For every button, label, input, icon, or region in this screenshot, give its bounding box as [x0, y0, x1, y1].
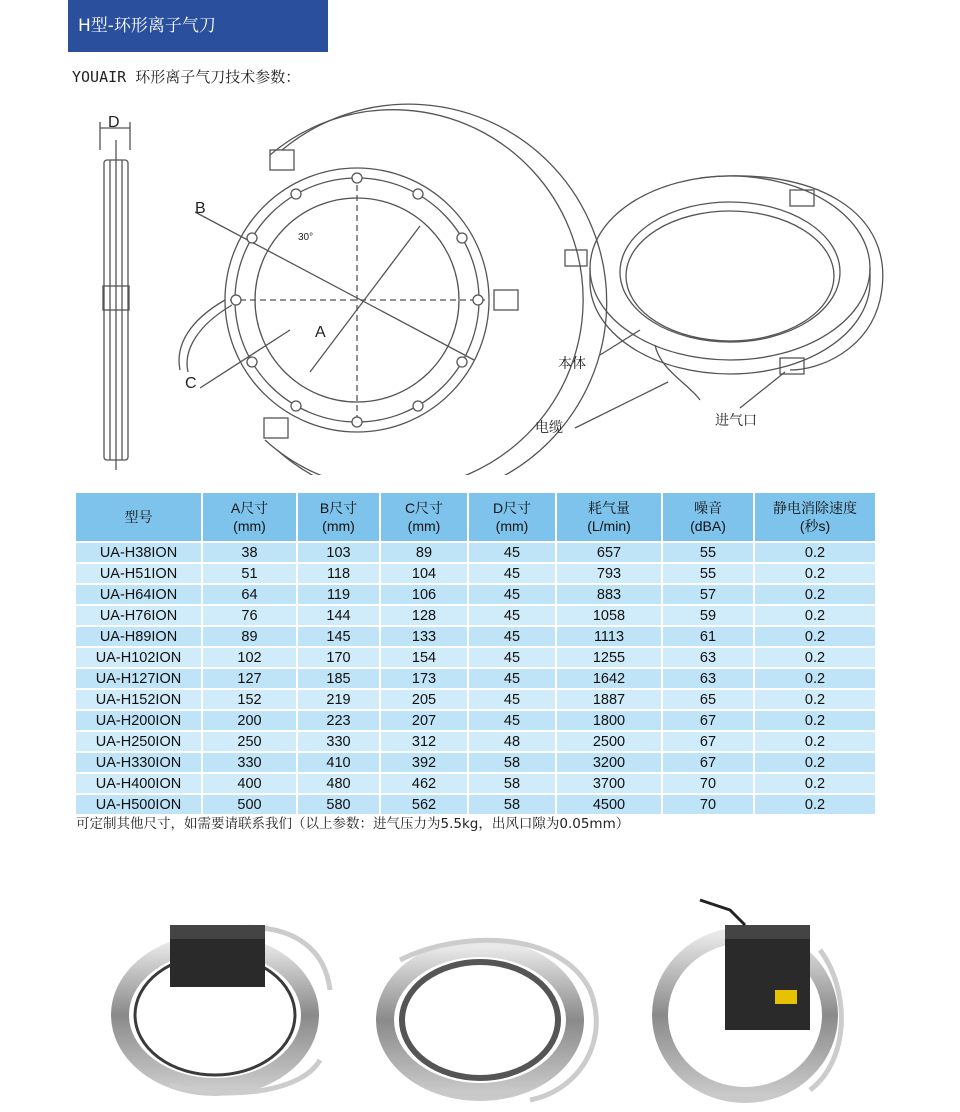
value-cell: 0.2	[754, 731, 876, 752]
value-cell: 170	[297, 647, 380, 668]
spec-table	[74, 491, 877, 816]
spec-table-header	[75, 492, 876, 542]
table-row	[75, 731, 876, 752]
product-photo-3	[660, 900, 841, 1095]
table-row	[75, 668, 876, 689]
model-cell: UA-H89ION	[75, 626, 202, 647]
value-cell: 128	[380, 605, 468, 626]
value-cell: 3200	[556, 752, 662, 773]
value-cell: 657	[556, 542, 662, 563]
value-cell: 0.2	[754, 773, 876, 794]
value-cell: 59	[662, 605, 754, 626]
value-cell: 3700	[556, 773, 662, 794]
col-header: 噪音 (dBA)	[662, 492, 754, 542]
value-cell: 70	[662, 794, 754, 815]
value-cell: 48	[468, 731, 556, 752]
value-cell: 67	[662, 731, 754, 752]
value-cell: 200	[202, 710, 297, 731]
value-cell: 0.2	[754, 647, 876, 668]
model-cell: UA-H200ION	[75, 710, 202, 731]
value-cell: 0.2	[754, 542, 876, 563]
value-cell: 173	[380, 668, 468, 689]
value-cell: 223	[297, 710, 380, 731]
value-cell: 106	[380, 584, 468, 605]
table-row	[75, 605, 876, 626]
model-cell: UA-H64ION	[75, 584, 202, 605]
table-row	[75, 647, 876, 668]
table-row	[75, 563, 876, 584]
model-cell: UA-H51ION	[75, 563, 202, 584]
value-cell: 462	[380, 773, 468, 794]
value-cell: 45	[468, 689, 556, 710]
value-cell: 104	[380, 563, 468, 584]
value-cell: 883	[556, 584, 662, 605]
value-cell: 76	[202, 605, 297, 626]
value-cell: 0.2	[754, 563, 876, 584]
value-cell: 0.2	[754, 584, 876, 605]
table-row	[75, 542, 876, 563]
model-cell: UA-H127ION	[75, 668, 202, 689]
value-cell: 580	[297, 794, 380, 815]
model-cell: UA-H76ION	[75, 605, 202, 626]
col-header: B尺寸 (mm)	[297, 492, 380, 542]
product-photo-1	[120, 925, 330, 1093]
value-cell: 58	[468, 794, 556, 815]
value-cell: 58	[468, 773, 556, 794]
table-row	[75, 752, 876, 773]
value-cell: 0.2	[754, 794, 876, 815]
dim-b-label: B	[195, 200, 206, 217]
value-cell: 0.2	[754, 710, 876, 731]
col-header: 静电消除速度 (秒s)	[754, 492, 876, 542]
value-cell: 0.2	[754, 605, 876, 626]
value-cell: 67	[662, 752, 754, 773]
col-header: 型号	[75, 492, 202, 542]
value-cell: 65	[662, 689, 754, 710]
value-cell: 102	[202, 647, 297, 668]
value-cell: 45	[468, 710, 556, 731]
value-cell: 207	[380, 710, 468, 731]
value-cell: 0.2	[754, 668, 876, 689]
value-cell: 0.2	[754, 752, 876, 773]
table-row	[75, 710, 876, 731]
product-photos	[0, 880, 960, 1112]
value-cell: 45	[468, 605, 556, 626]
value-cell: 45	[468, 647, 556, 668]
model-cell: UA-H250ION	[75, 731, 202, 752]
value-cell: 118	[297, 563, 380, 584]
value-cell: 410	[297, 752, 380, 773]
value-cell: 63	[662, 647, 754, 668]
value-cell: 63	[662, 668, 754, 689]
value-cell: 562	[380, 794, 468, 815]
value-cell: 58	[468, 752, 556, 773]
value-cell: 392	[380, 752, 468, 773]
value-cell: 330	[202, 752, 297, 773]
value-cell: 152	[202, 689, 297, 710]
value-cell: 89	[202, 626, 297, 647]
value-cell: 2500	[556, 731, 662, 752]
model-cell: UA-H500ION	[75, 794, 202, 815]
value-cell: 45	[468, 626, 556, 647]
value-cell: 55	[662, 542, 754, 563]
spec-subtitle: YOUAIR 环形离子气刀技术参数：	[72, 68, 301, 86]
value-cell: 45	[468, 668, 556, 689]
perspective-view	[565, 176, 883, 428]
value-cell: 1113	[556, 626, 662, 647]
value-cell: 70	[662, 773, 754, 794]
value-cell: 61	[662, 626, 754, 647]
value-cell: 480	[297, 773, 380, 794]
value-cell: 205	[380, 689, 468, 710]
value-cell: 793	[556, 563, 662, 584]
table-row	[75, 689, 876, 710]
value-cell: 64	[202, 584, 297, 605]
value-cell: 45	[468, 563, 556, 584]
col-header: C尺寸 (mm)	[380, 492, 468, 542]
value-cell: 185	[297, 668, 380, 689]
value-cell: 250	[202, 731, 297, 752]
value-cell: 330	[297, 731, 380, 752]
table-row	[75, 773, 876, 794]
dim-d-label: D	[108, 114, 120, 131]
header-title: H型-环形离子气刀	[78, 16, 216, 36]
spec-table-body	[75, 542, 876, 815]
value-cell: 1255	[556, 647, 662, 668]
footnote: 可定制其他尺寸，如需要请联系我们（以上参数：进气压力为5.5kg，出风口隙为0.05mm）	[76, 816, 630, 832]
value-cell: 154	[380, 647, 468, 668]
value-cell: 119	[297, 584, 380, 605]
value-cell: 127	[202, 668, 297, 689]
value-cell: 133	[380, 626, 468, 647]
value-cell: 1887	[556, 689, 662, 710]
value-cell: 67	[662, 710, 754, 731]
dim-a-label: A	[315, 324, 326, 341]
value-cell: 1058	[556, 605, 662, 626]
value-cell: 312	[380, 731, 468, 752]
value-cell: 45	[468, 584, 556, 605]
side-view	[100, 122, 130, 470]
value-cell: 103	[297, 542, 380, 563]
table-row	[75, 584, 876, 605]
value-cell: 400	[202, 773, 297, 794]
cable-label: 电缆	[535, 419, 563, 435]
value-cell: 145	[297, 626, 380, 647]
value-cell: 51	[202, 563, 297, 584]
angle-label: 30°	[298, 232, 314, 243]
value-cell: 38	[202, 542, 297, 563]
model-cell: UA-H102ION	[75, 647, 202, 668]
value-cell: 1800	[556, 710, 662, 731]
model-cell: UA-H152ION	[75, 689, 202, 710]
inlet-label: 进气口	[715, 412, 757, 428]
model-cell: UA-H330ION	[75, 752, 202, 773]
value-cell: 45	[468, 542, 556, 563]
page-header	[68, 0, 328, 52]
dim-c-label: C	[185, 375, 197, 392]
value-cell: 0.2	[754, 689, 876, 710]
value-cell: 500	[202, 794, 297, 815]
value-cell: 144	[297, 605, 380, 626]
value-cell: 55	[662, 563, 754, 584]
value-cell: 0.2	[754, 626, 876, 647]
value-cell: 89	[380, 542, 468, 563]
model-cell: UA-H38ION	[75, 542, 202, 563]
value-cell: 4500	[556, 794, 662, 815]
col-header: D尺寸 (mm)	[468, 492, 556, 542]
value-cell: 219	[297, 689, 380, 710]
value-cell: 57	[662, 584, 754, 605]
col-header: 耗气量 (L/min)	[556, 492, 662, 542]
table-row	[75, 626, 876, 647]
col-header: A尺寸 (mm)	[202, 492, 297, 542]
value-cell: 1642	[556, 668, 662, 689]
product-photo-2	[385, 940, 596, 1100]
model-cell: UA-H400ION	[75, 773, 202, 794]
body-label: 本体	[558, 355, 586, 371]
technical-drawing	[0, 95, 960, 475]
